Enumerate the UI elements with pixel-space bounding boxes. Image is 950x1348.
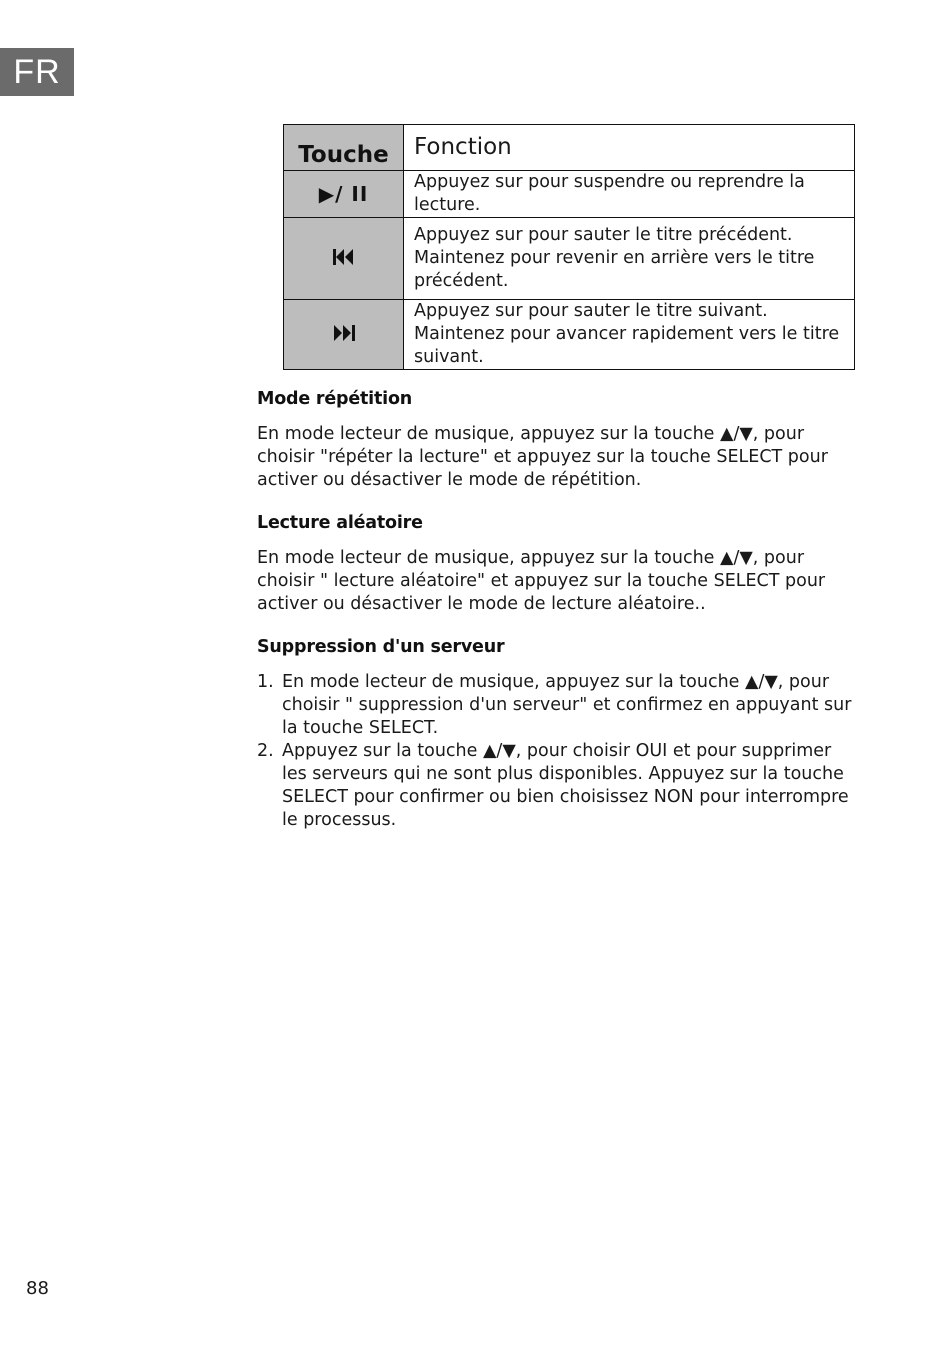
step-text: Appuyez sur la touche ▲/▼, pour choisir OUI et pour supprimer les serveurs qui ne sont plus disponibles. Appuyez sur la touche SELECT pour confirmer ou bien choisissez NON pour interrompre le processus.	[282, 741, 849, 830]
section-title-shuffle: Lecture aléatoire	[257, 513, 423, 533]
step-number: 2.	[257, 741, 274, 761]
step-text: En mode lecteur de musique, appuyez sur la touche ▲/▼, pour choisir " suppression d'un serveur" et confirmez en appuyant sur la touche SELECT.	[282, 672, 852, 738]
key-cell-next	[284, 300, 404, 370]
table-row	[284, 218, 855, 300]
header-key: Touche	[284, 125, 404, 171]
table-row	[284, 300, 855, 370]
server-steps-list	[257, 671, 857, 832]
play-pause-icon: ▶/ II	[318, 182, 369, 206]
section-title-repeat: Mode répétition	[257, 389, 413, 409]
function-cell: Appuyez sur pour sauter le titre précédent. Maintenez pour revenir en arrière vers le titre précédent.	[404, 218, 855, 300]
header-function: Fonction	[404, 125, 855, 171]
section-title-server: Suppression d'un serveur	[257, 637, 505, 657]
section-text-repeat: En mode lecteur de musique, appuyez sur la touche ▲/▼, pour choisir "répéter la lecture" et appuyez sur la touche SELECT pour activer ou désactiver le mode de répétition.	[257, 424, 828, 490]
function-cell: Appuyez sur pour sauter le titre suivant. Maintenez pour avancer rapidement vers le titre suivant.	[404, 300, 855, 370]
step-number: 1.	[257, 672, 274, 692]
instructions-body	[257, 388, 857, 832]
table-row	[284, 171, 855, 218]
key-cell-play-pause	[284, 171, 404, 218]
function-cell: Appuyez sur pour suspendre ou reprendre la lecture.	[404, 171, 855, 218]
next-track-icon	[333, 325, 355, 345]
key-cell-previous	[284, 218, 404, 300]
previous-track-icon	[333, 249, 355, 269]
list-item	[257, 740, 857, 832]
list-item	[257, 671, 857, 740]
language-tab: FR	[0, 48, 74, 96]
key-function-table	[283, 124, 855, 370]
table-header-row	[284, 125, 855, 171]
section-text-shuffle: En mode lecteur de musique, appuyez sur la touche ▲/▼, pour choisir " lecture aléatoire" et appuyez sur la touche SELECT pour activer ou désactiver le mode de lecture aléatoire..	[257, 548, 826, 614]
page-number: 88	[26, 1278, 49, 1299]
